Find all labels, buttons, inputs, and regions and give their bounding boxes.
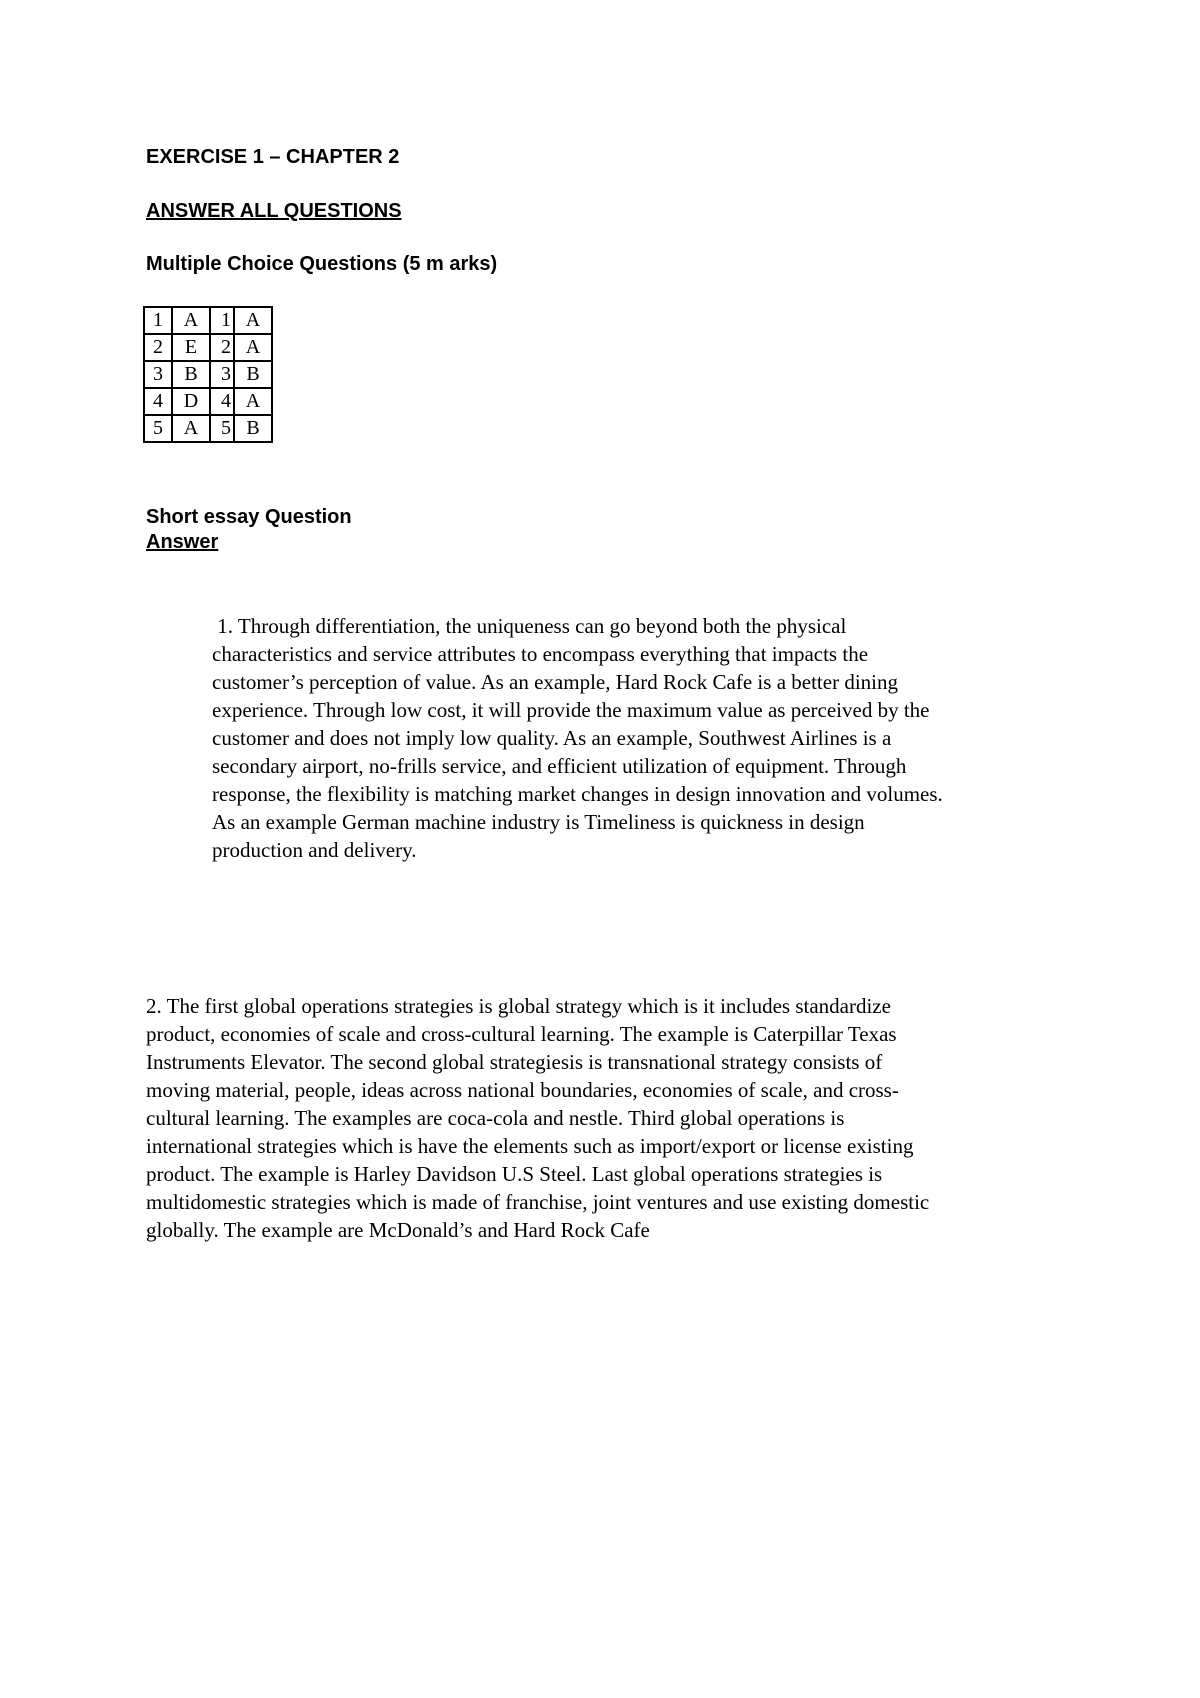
answer-letter: E <box>172 334 210 361</box>
answer-letter: B <box>172 361 210 388</box>
text-line: international strategies which is have the elements such as import/export or license existing <box>146 1134 914 1158</box>
answer-letter: A <box>234 307 272 334</box>
question-number: 1 <box>210 307 234 334</box>
text-line: response, the flexibility is matching market changes in design innovation and volumes. <box>212 782 943 806</box>
question-number: 1 <box>144 307 172 334</box>
question-number: 4 <box>210 388 234 415</box>
question-number: 5 <box>144 415 172 442</box>
text-line: globally. The example are McDonald’s and Hard Rock Cafe <box>146 1218 650 1242</box>
text-line: moving material, people, ideas across national boundaries, economies of scale, and cross- <box>146 1078 899 1102</box>
text-line: cultural learning. The examples are coca-cola and nestle. Third global operations is <box>146 1106 845 1130</box>
exercise-title: EXERCISE 1 – CHAPTER 2 <box>146 146 400 168</box>
essay-answer-1 <box>212 612 943 864</box>
answer-letter: A <box>172 415 210 442</box>
table-row <box>144 334 272 361</box>
table-row <box>144 388 272 415</box>
text-line: As an example German machine industry is Timeliness is quickness in design <box>212 810 865 834</box>
table-row <box>144 307 272 334</box>
answer-letter: A <box>172 307 210 334</box>
text-line: characteristics and service attributes to encompass everything that impacts the <box>212 642 869 666</box>
answer-label: Answer <box>146 531 219 553</box>
text-line: product, economies of scale and cross-cultural learning. The example is Caterpillar Texas <box>146 1022 897 1046</box>
text-line: experience. Through low cost, it will provide the maximum value as perceived by the <box>212 698 930 722</box>
table-row <box>144 361 272 388</box>
question-number: 3 <box>144 361 172 388</box>
answer-letter: A <box>234 388 272 415</box>
text-line: product. The example is Harley Davidson U.S Steel. Last global operations strategies is <box>146 1162 883 1186</box>
question-number: 2 <box>144 334 172 361</box>
text-line: production and delivery. <box>212 838 417 862</box>
text-line: 1. Through differentiation, the uniqueness can go beyond both the physical <box>212 614 847 638</box>
answer-letter: B <box>234 361 272 388</box>
mcq-answer-table <box>143 306 273 443</box>
question-number: 2 <box>210 334 234 361</box>
table-row <box>144 415 272 442</box>
essay-heading: Short essay Question <box>146 506 352 528</box>
text-line: 2. The first global operations strategies is global strategy which is it includes standardize <box>146 994 891 1018</box>
answer-letter: B <box>234 415 272 442</box>
question-number: 4 <box>144 388 172 415</box>
text-line: customer’s perception of value. As an example, Hard Rock Cafe is a better dining <box>212 670 898 694</box>
question-number: 5 <box>210 415 234 442</box>
question-number: 3 <box>210 361 234 388</box>
text-line: secondary airport, no-frills service, and efficient utilization of equipment. Through <box>212 754 907 778</box>
answer-letter: D <box>172 388 210 415</box>
essay-answer-2 <box>146 992 929 1244</box>
text-line: customer and does not imply low quality. As an example, Southwest Airlines is a <box>212 726 892 750</box>
text-line: multidomestic strategies which is made of franchise, joint ventures and use existing domestic <box>146 1190 930 1214</box>
answer-letter: A <box>234 334 272 361</box>
mcq-heading: Multiple Choice Questions (5 m arks) <box>146 253 498 275</box>
instruction-heading: ANSWER ALL QUESTIONS <box>146 200 402 222</box>
text-line: Instruments Elevator. The second global strategiesis is transnational strategy consists of <box>146 1050 883 1074</box>
